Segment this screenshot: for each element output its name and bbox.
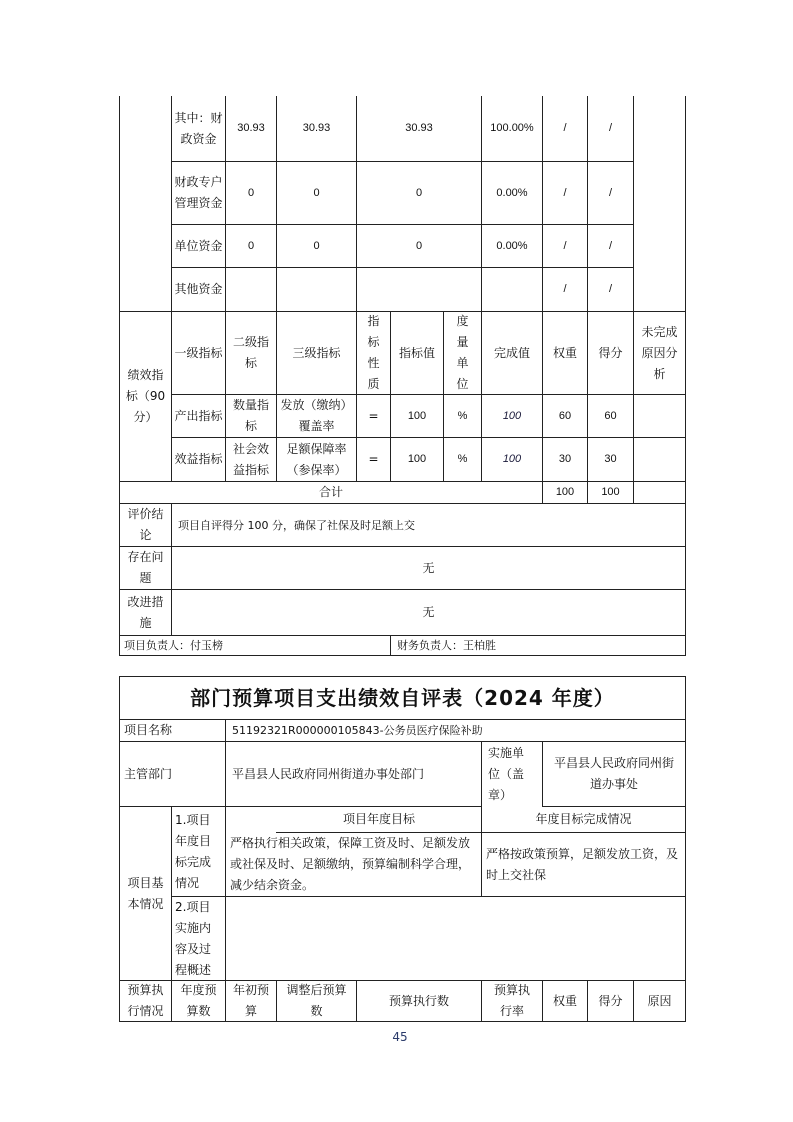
done-text: 严格按政策预算，足额发放工资，及时上交社保 [486,846,679,882]
perf-cell: 发放（缴纳）覆盖率 [280,398,353,433]
fund-year-budget: 0 [247,239,255,252]
improve-text: 无 [422,605,435,619]
perf-cell: % [457,453,468,465]
perf-header: 度量单位 [456,314,469,391]
perf-cell: 社会效益指标 [232,441,269,477]
perf-cell: 30 [558,453,572,465]
budget-header: 年初预算 [232,983,269,1018]
conclusion-text: 项目自评得分 100 分，确保了社保及时足额上交 [178,518,415,532]
total-label: 合计 [318,485,343,499]
perf-cell: 数量指标 [232,398,269,433]
fund-label: 单位资金 [174,238,223,253]
fund-adjusted: 0 [313,186,320,199]
perf-section-label: 绩效指标（90分） [125,368,166,424]
budget-header: 预算执行数 [388,993,449,1008]
perf-cell: 效益指标 [174,452,223,466]
perf-cell: % [457,409,468,422]
problem-label: 存在问题 [127,550,164,585]
total-weight: 100 [555,486,575,498]
unit-value: 平昌县人民政府同州街道办事处 [553,756,674,791]
budget-header: 预算执行情况 [127,983,164,1018]
perf-cell: 足额保障率（参保率） [286,441,347,477]
project-name-label: 项目名称 [124,723,173,737]
conclusion-label: 评价结论 [127,507,164,542]
goal-header: 项目年度目标 [342,812,415,826]
perf-cell: 60 [558,409,572,422]
fund-rate: 100.00% [490,122,534,134]
fund-executed: 0 [415,186,423,199]
perf-header: 二级指标 [232,335,269,370]
budget-header: 预算执行率 [493,983,530,1018]
page-number: 45 [392,1029,408,1044]
dept-label: 主管部门 [124,766,173,781]
perf-cell: 30 [604,453,617,465]
fund-rate: 0.00% [496,186,528,199]
finance-lead: 财务负责人：王柏胜 [397,639,496,652]
total-score: 100 [601,486,620,498]
unit-label: 实施单位（盖章） [488,745,525,802]
problem-text: 无 [422,560,435,575]
perf-cell: 100 [502,453,522,465]
impl-content [226,897,685,980]
perf-cell: 100 [407,409,427,422]
perf-header: 一级指标 [174,345,223,360]
fund-rate: 0.00% [496,239,528,252]
fund-score: / [608,122,613,134]
fund-year-budget: 0 [247,186,255,199]
budget-header: 原因 [647,993,672,1008]
project-name-value: 51192321R000000105843-公务员医疗保险补助 [232,724,483,737]
budget-header: 年度预算数 [180,983,217,1018]
perf-cell: 产出指标 [174,408,223,423]
fund-label: 其他资金 [174,282,223,296]
basic-info-label: 项目基本情况 [127,875,164,911]
fund-year-budget: 30.93 [237,122,265,134]
budget-header: 得分 [598,993,623,1008]
goal-completion-label: 1.项目年度目标完成情况 [175,812,212,890]
perf-cell: = [368,452,379,466]
perf-header: 得分 [598,345,623,360]
fund-adjusted: 0 [313,239,320,252]
perf-cell: 100 [407,453,427,465]
fund-weight: / [563,122,567,134]
perf-cell: 60 [604,409,617,422]
perf-cell: 100 [502,409,522,422]
fund-executed: 30.93 [405,122,433,134]
project-lead: 项目负责人：付玉榜 [124,639,223,652]
fund-label: 财政专户管理资金 [174,175,223,210]
impl-label: 2.项目实施内容及过程概述 [175,899,212,977]
fund-weight: / [563,186,567,199]
perf-header: 指标值 [398,345,435,360]
budget-header: 调整后预算数 [286,983,347,1018]
fund-executed: 0 [415,239,423,252]
perf-header: 指标性质 [367,314,380,391]
fund-score: / [608,186,613,199]
perf-header: 未完成原因分析 [641,324,678,381]
perf-header: 三级指标 [292,345,341,360]
perf-header: 权重 [552,345,577,360]
done-header: 年度目标完成情况 [535,812,632,826]
form-title: 部门预算项目支出绩效自评表（2024 年度） [190,685,615,710]
fund-adjusted: 30.93 [302,122,331,134]
perf-cell: = [368,408,379,423]
goal-text: 严格执行相关政策，保障工资及时、足额发放或社保及时、足额缴纳，预算编制科学合理，减少结余资金。 [230,836,471,892]
fund-weight: / [563,283,567,295]
improve-label: 改进措施 [127,594,164,630]
budget-header: 权重 [552,993,577,1008]
fund-score: / [608,283,613,295]
dept-value: 平昌县人民政府同州街道办事处部门 [232,766,425,781]
fund-label: 其中：财政资金 [174,110,223,146]
fund-score: / [608,239,613,252]
perf-header: 完成值 [493,345,530,360]
fund-weight: / [563,239,567,252]
